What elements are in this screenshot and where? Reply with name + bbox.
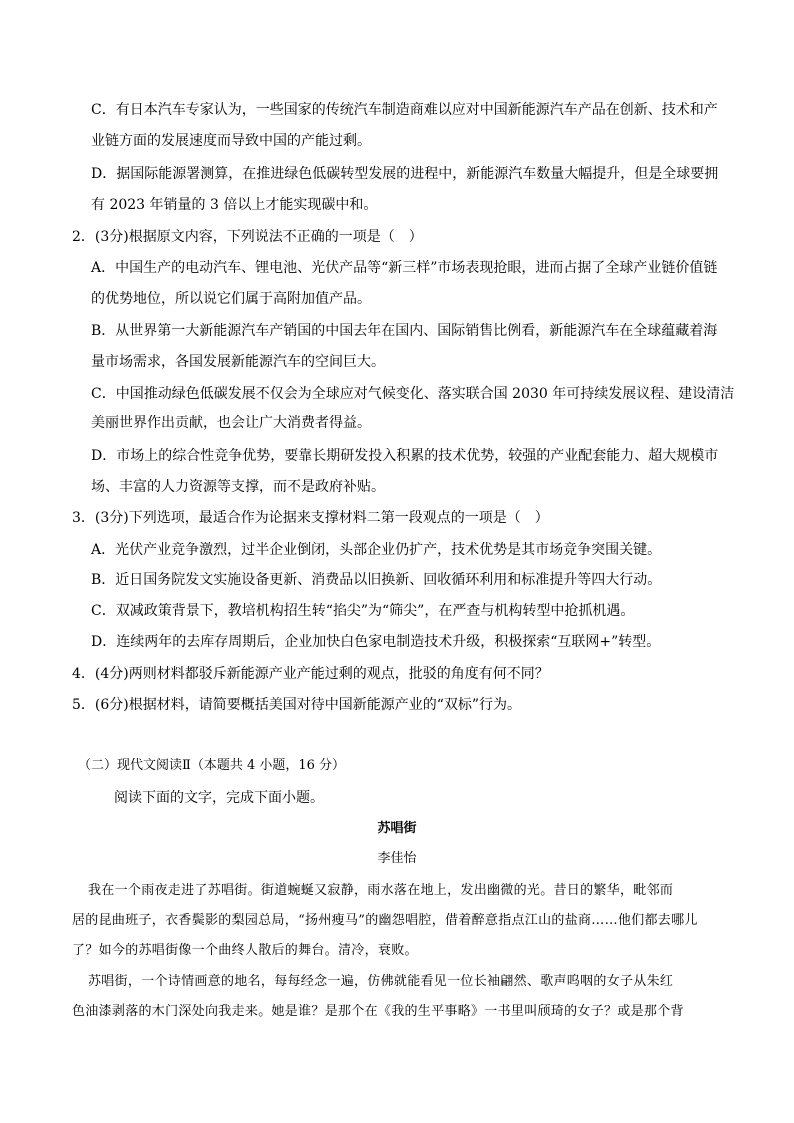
option-d-line1: D．据国际能源署测算，在推进绿色低碳转型发展的进程中，新能源汽车数量大幅提升，但是全球要拥 xyxy=(91,166,719,182)
q3-option-d: D．连续两年的去库存周期后，企业加快白色家电制造技术升级，积极探索“互联网+”转型。 xyxy=(91,634,661,650)
question-3-stem: 3．(3分)下列选项，最适合作为论据来支撑材料二第一段观点的一项是（ ） xyxy=(72,510,549,526)
passage-author: 李佳怡 xyxy=(377,851,417,866)
section-heading: （二）现代文阅读Ⅱ（本题共 4 小题，16 分） xyxy=(78,758,346,773)
q2-option-a-line1: A．中国生产的电动汽车、锂电池、光伏产品等“新三样”市场表现抢眼，进而占据了全球产业链价值链 xyxy=(91,260,718,276)
q3-option-a: A．光伏产业竞争激烈，过半企业倒闭，头部企业仍扩产，技术优势是其市场竞争突围关键。 xyxy=(91,542,662,558)
q3-option-c: C．双减政策背景下，教培机构招生转“掐尖”为“筛尖”，在严查与机构转型中抢抓机遇。 xyxy=(91,603,635,619)
question-2-stem: 2．(3分)根据原文内容，下列说法不正确的一项是（ ） xyxy=(72,229,423,245)
paragraph-1-line3: 了？如今的苏唱街像一个曲终人散后的舞台。清冷，衰败。 xyxy=(72,943,418,958)
q2-option-c-line2: 美丽世界作出贡献，也会让广大消费者得益。 xyxy=(91,415,371,431)
section-intro: 阅读下面的文字，完成下面小题。 xyxy=(114,790,324,806)
question-4-stem: 4．(4分)两则材料都驳斥新能源产业产能过剩的观点，批驳的角度有何不同？ xyxy=(72,666,549,682)
q2-option-a-line2: 的优势地位，所以说它们属于高附加值产品。 xyxy=(91,291,371,307)
question-5-stem: 5．(6分)根据材料，请简要概括美国对待中国新能源产业的“双标”行为。 xyxy=(72,697,522,713)
q2-option-d-line2: 场、丰富的人力资源等支撑，而不是政府补贴。 xyxy=(91,479,385,495)
q2-option-b-line2: 量市场需求，各国发展新能源汽车的空间巨大。 xyxy=(91,354,385,370)
q2-option-b-line1: B．从世界第一大新能源汽车产销国的中国去年在国内、国际销售比例看，新能源汽车在全球蕴藏着海 xyxy=(91,323,718,339)
q3-option-b: B．近日国务院发文实施设备更新、消费品以旧换新、回收循环利用和标准提升等四大行动。 xyxy=(91,572,662,588)
paragraph-2-line1: 苏唱街，一个诗情画意的地名，每每经念一遍，仿佛就能看见一位长袖翩然、歌声呜咽的女子从朱红 xyxy=(88,974,674,989)
q2-option-d-line1: D．市场上的综合性竞争优势，要靠长期研发投入积累的技术优势，较强的产业配套能力、超大规模市 xyxy=(91,448,719,464)
option-c-line2: 业链方面的发展速度而导致中国的产能过剩。 xyxy=(91,133,371,149)
option-c-line1: C．有日本汽车专家认为，一些国家的传统汽车制造商难以应对中国新能源汽车产品在创新、技术和产 xyxy=(91,102,718,118)
option-d-line2: 有 2023 年销量的 3 倍以上才能实现碳中和。 xyxy=(91,197,378,213)
paragraph-1-line1: 我在一个雨夜走进了苏唱街。街道蜿蜒又寂静，雨水落在地上，发出幽微的光。昔日的繁华，毗邻而 xyxy=(88,883,674,898)
paragraph-2-line2: 色油漆剥落的木门深处向我走来。她是谁？是那个在《我的生平事略》一书里叫颀琦的女子？或是那个背 xyxy=(72,1004,684,1019)
q2-option-c-line1: C．中国推动绿色低碳发展不仅会为全球应对气候变化、落实联合国 2030 年可持续发展议程、建设清洁 xyxy=(91,386,735,402)
paragraph-1-line2: 居的昆曲班子，衣香鬓影的梨园总局，“扬州瘦马”的幽怨唱腔，借着醉意指点江山的盐商……他们都去哪儿 xyxy=(72,913,698,928)
passage-title: 苏唱街 xyxy=(377,821,417,836)
